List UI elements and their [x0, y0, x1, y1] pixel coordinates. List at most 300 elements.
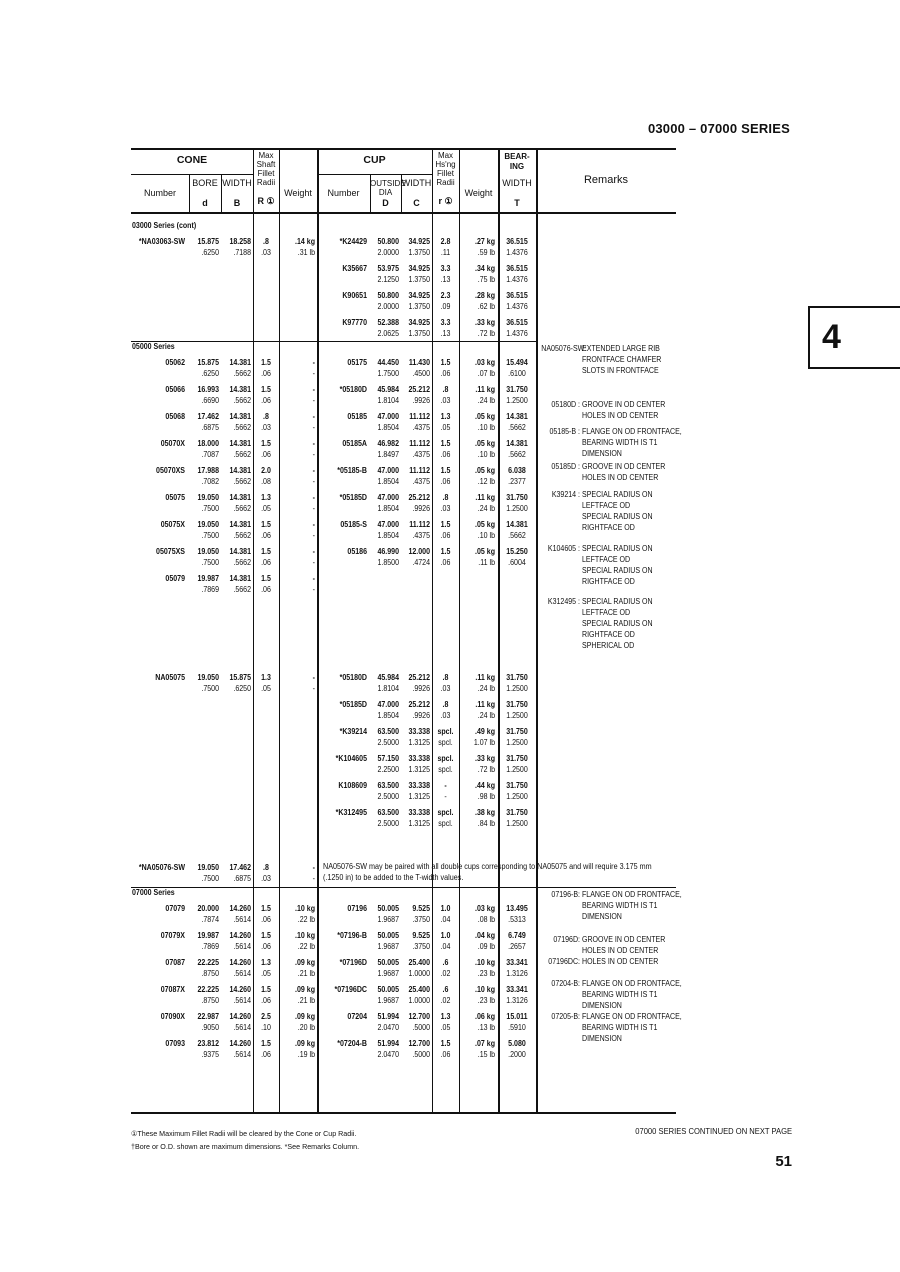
cone-number: 05066: [165, 385, 185, 394]
cone-width-in: .5662: [233, 531, 251, 540]
header-cup-width: WIDTH: [401, 178, 432, 188]
bearing-width-mm: 33.341: [506, 985, 528, 994]
cone-bore-mm: 15.875: [197, 237, 219, 246]
cone-weight-kg: .09 kg: [295, 958, 315, 967]
col-divider: [432, 148, 433, 1112]
cone-width-in: .5614: [233, 996, 251, 1005]
cup-number: 05186: [347, 547, 367, 556]
cup-weight-kg: .03 kg: [475, 904, 495, 913]
cup-weight-lb: .23 lb: [477, 996, 495, 1005]
cup-width-in: 1.3125: [408, 819, 430, 828]
cup-fillet-in: .04: [440, 915, 451, 924]
na05076-note-line-2: (.1250 in) to be added to the T-width values.: [323, 873, 464, 882]
cone-fillet-in: .06: [261, 942, 271, 951]
cone-width-mm: 14.381: [229, 385, 251, 394]
cup-width-mm: 33.338: [408, 727, 430, 736]
remark-text: HOLES IN OD CENTER: [582, 473, 659, 482]
cone-fillet-in: .10: [261, 1023, 271, 1032]
remark-text: LEFTFACE OD: [582, 501, 631, 510]
cone-width-mm: 18.258: [229, 237, 251, 246]
cone-width-in: .5662: [233, 504, 251, 513]
cup-width-in: 1.3125: [408, 765, 430, 774]
cone-bore-in: .6690: [201, 396, 219, 405]
cup-od-mm: 50.800: [377, 237, 399, 246]
remark-text: SPECIAL RADIUS ON: [582, 544, 653, 553]
cone-number: 05075XS: [156, 547, 185, 556]
cone-width-mm: 14.381: [229, 547, 251, 556]
remark-text: SPECIAL RADIUS ON: [582, 619, 653, 628]
header-sym-T: T: [514, 198, 520, 208]
cone-weight-kg: .09 kg: [295, 1039, 315, 1048]
cup-number: *05180D: [339, 385, 367, 394]
cup-fillet-mm: -: [444, 781, 447, 790]
bearing-width-in: .5662: [508, 423, 526, 432]
remark-key: 07196-B:: [551, 890, 580, 899]
cone-number: 05070XS: [156, 466, 185, 475]
cup-fillet-mm: 1.0: [440, 904, 451, 913]
remark-text: FLANGE ON OD FRONTFACE,: [582, 1012, 682, 1021]
cup-width-in: .4375: [412, 423, 430, 432]
section-label: 03000 Series (cont): [132, 221, 197, 230]
cone-fillet-mm: 1.5: [261, 385, 271, 394]
cup-weight-kg: .04 kg: [475, 931, 495, 940]
cone-bore-mm: 19.987: [197, 574, 219, 583]
bearing-width-mm: 5.080: [508, 1039, 526, 1048]
cone-bore-in: .7087: [201, 450, 219, 459]
cone-fillet-mm: 1.5: [261, 904, 271, 913]
cone-fillet-in: .03: [261, 874, 271, 883]
cone-weight-lb: -: [312, 450, 315, 459]
cup-fillet-in: .06: [440, 450, 451, 459]
cup-fillet-mm: 3.3: [440, 264, 451, 273]
cone-weight-kg: -: [312, 520, 315, 529]
cup-weight-lb: .09 lb: [477, 942, 495, 951]
cup-weight-kg: .10 kg: [475, 958, 495, 967]
cone-weight-lb: -: [312, 504, 315, 513]
cup-fillet-mm: spcl.: [437, 808, 454, 817]
cup-number: K90651: [342, 291, 367, 300]
cup-fillet-in: .06: [440, 477, 451, 486]
remark-text: BEARING WIDTH IS T1: [582, 1023, 658, 1032]
cup-weight-lb: 1.07 lb: [473, 738, 495, 747]
bearing-width-in: .2377: [508, 477, 526, 486]
cone-fillet-mm: 1.5: [261, 547, 271, 556]
cup-fillet-mm: 3.3: [440, 318, 451, 327]
cup-number: *05185-B: [337, 466, 367, 475]
bearing-width-in: .2657: [508, 942, 526, 951]
cup-weight-kg: .28 kg: [475, 291, 495, 300]
cone-bore-in: .8750: [201, 969, 219, 978]
cup-fillet-in: .05: [440, 1023, 451, 1032]
cup-od-mm: 50.005: [377, 931, 399, 940]
col-divider: [253, 148, 254, 1112]
bearing-width-mm: 31.750: [506, 700, 528, 709]
cup-number: *07196D: [339, 958, 367, 967]
cone-fillet-mm: 1.3: [261, 493, 271, 502]
remark-key: 05185-B :: [549, 427, 580, 436]
cone-number: 05070X: [160, 439, 185, 448]
cup-width-mm: 25.212: [408, 673, 430, 682]
cone-bore-mm: 17.462: [197, 412, 219, 421]
cup-weight-lb: .84 lb: [477, 819, 495, 828]
cone-bore-mm: 18.000: [197, 439, 219, 448]
bearing-width-mm: 13.495: [506, 904, 528, 913]
cone-fillet-mm: 1.3: [261, 958, 271, 967]
cup-width-in: .4375: [412, 477, 430, 486]
remark-text: RIGHTFACE OD: [582, 577, 635, 586]
cup-weight-lb: .59 lb: [477, 248, 495, 257]
cone-width-in: .5662: [233, 423, 251, 432]
remarks-05000: [536, 343, 686, 673]
bearing-width-in: 1.4376: [506, 248, 528, 257]
cup-weight-lb: .08 lb: [477, 915, 495, 924]
cup-number: *05180D: [339, 673, 367, 682]
cup-width-mm: 9.525: [412, 931, 430, 940]
cup-od-in: 2.0000: [377, 302, 399, 311]
cone-weight-lb: -: [312, 874, 315, 883]
cone-weight-lb: -: [312, 477, 315, 486]
cup-number: 07204: [347, 1012, 367, 1021]
remark-text: GROOVE IN OD CENTER: [582, 935, 666, 944]
header-sym-r: r ①: [438, 196, 453, 206]
cone-weight-kg: -: [312, 863, 315, 872]
cup-fillet-in: .03: [440, 396, 451, 405]
cone-width-mm: 17.462: [229, 863, 251, 872]
cone-weight-kg: -: [312, 358, 315, 367]
cup-width-mm: 25.212: [408, 700, 430, 709]
cup-width-mm: 34.925: [408, 291, 430, 300]
remark-text: FLANGE ON OD FRONTFACE,: [582, 427, 682, 436]
cup-weight-lb: .75 lb: [477, 275, 495, 284]
cone-weight-lb: .20 lb: [297, 1023, 315, 1032]
cone-bore-mm: 23.812: [197, 1039, 219, 1048]
cup-fillet-mm: spcl.: [437, 727, 454, 736]
cone-number: 05075X: [160, 520, 185, 529]
cone-fillet-mm: 1.3: [261, 673, 271, 682]
cone-width-in: .5662: [233, 450, 251, 459]
cup-width-in: .5000: [412, 1023, 430, 1032]
cup-width-in: .9926: [412, 504, 430, 513]
cup-od-mm: 46.990: [377, 547, 399, 556]
cup-number: *05185D: [339, 493, 367, 502]
cone-fillet-in: .06: [261, 531, 271, 540]
cup-fillet-mm: 1.5: [440, 547, 451, 556]
footnote-2: †Bore or O.D. shown are maximum dimensions. *See Remarks Column.: [131, 1142, 360, 1151]
cone-bore-mm: 22.225: [197, 985, 219, 994]
cone-bore-mm: 22.987: [197, 1012, 219, 1021]
cup-fillet-in: .02: [440, 969, 451, 978]
cup-width-mm: 12.000: [408, 547, 430, 556]
cone-bore-in: .7874: [201, 915, 219, 924]
bearing-width-mm: 31.750: [506, 781, 528, 790]
cup-weight-kg: .05 kg: [475, 520, 495, 529]
cup-od-mm: 50.005: [377, 985, 399, 994]
cone-fillet-in: .03: [261, 423, 271, 432]
cone-fillet-in: .05: [261, 684, 271, 693]
footnote-1: ①These Maximum Fillet Radii will be cleared by the Cone or Cup Radii.: [131, 1129, 357, 1138]
cup-width-in: .9926: [412, 684, 430, 693]
cone-bore-in: .8750: [201, 996, 219, 1005]
cup-od-mm: 52.388: [377, 318, 399, 327]
cone-width-in: .5614: [233, 915, 251, 924]
remark-text: SPHERICAL OD: [582, 641, 635, 650]
cone-fillet-mm: 1.5: [261, 520, 271, 529]
cup-weight-kg: .11 kg: [475, 493, 495, 502]
cone-width-in: .5614: [233, 1050, 251, 1059]
cone-weight-kg: -: [312, 673, 315, 682]
cup-width-mm: 25.212: [408, 385, 430, 394]
cone-width-mm: 14.260: [229, 931, 251, 940]
cup-weight-kg: .49 kg: [475, 727, 495, 736]
bearing-width-in: 1.2500: [506, 684, 528, 693]
remark-text: BEARING WIDTH IS T1: [582, 901, 658, 910]
cone-weight-kg: .09 kg: [295, 985, 315, 994]
header-cone-weight: Weight: [284, 188, 312, 198]
cup-weight-lb: .24 lb: [477, 711, 495, 720]
cone-weight-lb: .21 lb: [297, 996, 315, 1005]
cup-weight-kg: .34 kg: [475, 264, 495, 273]
cone-weight-lb: .21 lb: [297, 969, 315, 978]
cone-number: 07093: [165, 1039, 185, 1048]
cup-width-in: 1.3750: [408, 329, 430, 338]
cup-od-in: 1.8504: [377, 531, 399, 540]
section-rule: [131, 341, 536, 342]
bearing-width-in: 1.2500: [506, 738, 528, 747]
bearing-width-mm: 31.750: [506, 673, 528, 682]
remark-text: FLANGE ON OD FRONTFACE,: [582, 979, 682, 988]
cup-number: K97770: [342, 318, 367, 327]
bearing-width-mm: 36.515: [506, 291, 528, 300]
bearing-width-in: 1.3126: [506, 969, 528, 978]
remark-text: HOLES IN OD CENTER: [582, 957, 659, 966]
remark-key: 07204-B:: [551, 979, 580, 988]
header-sym-D: D: [382, 198, 389, 208]
bearing-width-in: 1.2500: [506, 396, 528, 405]
cup-weight-kg: .11 kg: [475, 700, 495, 709]
cup-weight-kg: .11 kg: [475, 673, 495, 682]
cup-weight-lb: .72 lb: [477, 765, 495, 774]
cone-bore-in: .7082: [201, 477, 219, 486]
cone-fillet-in: .06: [261, 369, 271, 378]
cone-fillet-mm: .8: [263, 412, 269, 421]
cup-width-mm: 11.430: [408, 358, 430, 367]
cone-weight-lb: -: [312, 423, 315, 432]
cone-width-mm: 14.260: [229, 1012, 251, 1021]
cone-width-mm: 14.260: [229, 958, 251, 967]
cup-fillet-mm: 1.0: [440, 931, 451, 940]
header-max-shaft: Max Shaft Fillet Radii: [256, 151, 276, 187]
cone-bore-in: .7500: [201, 504, 219, 513]
remark-text: GROOVE IN OD CENTER: [582, 400, 666, 409]
table-top-rule: [131, 148, 676, 150]
cup-fillet-mm: .6: [442, 958, 449, 967]
remark-text: DIMENSION: [582, 449, 622, 458]
cup-weight-kg: .33 kg: [475, 754, 495, 763]
cup-width-mm: 25.400: [408, 985, 430, 994]
cup-fillet-mm: .8: [442, 385, 449, 394]
cone-number: *NA05076-SW: [138, 863, 185, 872]
cone-weight-lb: .22 lb: [297, 915, 315, 924]
cup-od-in: 1.8500: [377, 558, 399, 567]
page-title: 03000 – 07000 SERIES: [647, 121, 790, 136]
cup-od-in: 1.9687: [377, 915, 399, 924]
cone-weight-kg: .10 kg: [295, 904, 315, 913]
cup-weight-lb: .24 lb: [477, 396, 495, 405]
cup-od-in: 1.8504: [377, 711, 399, 720]
cone-width-in: .5662: [233, 396, 251, 405]
col-divider: [459, 148, 460, 1112]
cup-width-in: 1.3125: [408, 738, 430, 747]
cone-fillet-mm: 1.5: [261, 358, 271, 367]
cup-number: K35667: [342, 264, 367, 273]
section-label: 05000 Series: [132, 342, 175, 351]
cup-od-in: 1.7500: [377, 369, 399, 378]
cup-fillet-mm: 2.3: [440, 291, 451, 300]
page-number: 51: [775, 1153, 792, 1170]
cup-od-mm: 63.500: [377, 727, 399, 736]
cup-od-mm: 47.000: [377, 520, 399, 529]
cup-width-in: 1.3750: [408, 275, 430, 284]
cup-number: *K312495: [335, 808, 367, 817]
cone-bore-mm: 15.875: [197, 358, 219, 367]
col-divider: [498, 148, 500, 1112]
cone-fillet-mm: 1.5: [261, 1039, 271, 1048]
cup-weight-lb: .24 lb: [477, 504, 495, 513]
cup-number: 05185A: [342, 439, 367, 448]
cup-od-in: 1.8497: [377, 450, 399, 459]
cup-od-in: 2.5000: [377, 738, 399, 747]
cup-width-mm: 12.700: [408, 1039, 430, 1048]
cup-od-in: 2.5000: [377, 819, 399, 828]
cone-number: 05062: [165, 358, 185, 367]
remark-text: EXTENDED LARGE RIB: [582, 344, 660, 353]
bearing-width-mm: 36.515: [506, 318, 528, 327]
bearing-width-in: 1.2500: [506, 765, 528, 774]
cone-number: 05075: [165, 493, 185, 502]
cone-fillet-in: .05: [261, 969, 271, 978]
remark-text: RIGHTFACE OD: [582, 523, 635, 532]
cup-fillet-in: spcl.: [438, 765, 453, 774]
cone-width-in: .6250: [233, 684, 251, 693]
cone-width-in: .5662: [233, 369, 251, 378]
cone-weight-kg: -: [312, 547, 315, 556]
header-bore: BORE: [192, 178, 218, 188]
cup-width-mm: 25.212: [408, 493, 430, 502]
cone-fillet-mm: .8: [263, 863, 269, 872]
bearing-width-in: 1.3126: [506, 996, 528, 1005]
bearing-width-in: .5662: [508, 450, 526, 459]
cone-number: 07079X: [160, 931, 185, 940]
cone-number: 05068: [165, 412, 185, 421]
cup-number: 05185-S: [340, 520, 367, 529]
cup-number: *07196-B: [337, 931, 367, 940]
cup-weight-lb: .62 lb: [477, 302, 495, 311]
cone-fillet-in: .06: [261, 996, 271, 1005]
col-divider: [317, 148, 319, 1112]
bearing-width-mm: 36.515: [506, 264, 528, 273]
continued-note: 07000 SERIES CONTINUED ON NEXT PAGE: [635, 1127, 792, 1136]
header-sym-R: R ①: [257, 196, 275, 206]
remark-text: SPECIAL RADIUS ON: [582, 566, 653, 575]
cone-number: 05079: [165, 574, 185, 583]
cone-bore-mm: 20.000: [197, 904, 219, 913]
cup-od-mm: 45.984: [377, 385, 399, 394]
header-cone-width: WIDTH: [222, 178, 252, 188]
remark-text: BEARING WIDTH IS T1: [582, 990, 658, 999]
remark-key: 05180D :: [551, 400, 580, 409]
header-cone: CONE: [176, 154, 208, 166]
cup-weight-lb: .07 lb: [477, 369, 495, 378]
bearing-width-in: 1.2500: [506, 504, 528, 513]
cone-bore-mm: 22.225: [197, 958, 219, 967]
bearing-width-mm: 14.381: [506, 412, 528, 421]
cone-weight-lb: -: [312, 585, 315, 594]
cup-od-mm: 46.982: [377, 439, 399, 448]
header-bottom-rule: [131, 212, 676, 214]
cup-od-in: 1.9687: [377, 969, 399, 978]
cone-number: NA05075: [155, 673, 185, 682]
cone-number: 07087X: [160, 985, 185, 994]
cup-number: *05185D: [339, 700, 367, 709]
bearing-width-in: 1.2500: [506, 711, 528, 720]
cone-width-in: .6875: [233, 874, 251, 883]
cup-od-mm: 51.994: [377, 1012, 399, 1021]
bearing-width-in: .6100: [508, 369, 526, 378]
cup-weight-lb: .24 lb: [477, 684, 495, 693]
bearing-width-mm: 33.341: [506, 958, 528, 967]
cup-fillet-in: .06: [440, 558, 451, 567]
cone-fillet-mm: .8: [263, 237, 269, 246]
header-sym-B: B: [233, 198, 241, 208]
section-tab: 4: [808, 306, 900, 369]
cup-od-mm: 63.500: [377, 781, 399, 790]
cup-fillet-in: .11: [440, 248, 451, 257]
remark-key: 07196DC:: [548, 957, 580, 966]
bearing-width-mm: 14.381: [506, 439, 528, 448]
cup-fillet-in: .03: [440, 684, 451, 693]
header-bearing-width: WIDTH: [502, 178, 532, 188]
header-outside-dia: OUTSIDE DIA: [370, 179, 406, 197]
cup-weight-kg: .33 kg: [475, 318, 495, 327]
cup-fillet-mm: .6: [442, 985, 449, 994]
cup-width-mm: 34.925: [408, 318, 430, 327]
remark-text: DIMENSION: [582, 912, 622, 921]
cup-fillet-mm: 1.5: [440, 466, 451, 475]
cone-weight-lb: -: [312, 531, 315, 540]
cone-width-mm: 14.381: [229, 574, 251, 583]
remark-text: HOLES IN OD CENTER: [582, 411, 659, 420]
cone-width-mm: 14.381: [229, 466, 251, 475]
cup-number: *K24429: [339, 237, 367, 246]
cup-od-in: 1.8504: [377, 423, 399, 432]
cup-fillet-mm: .8: [442, 493, 449, 502]
cone-fillet-in: .06: [261, 396, 271, 405]
cone-width-mm: 14.381: [229, 520, 251, 529]
cone-fillet-in: .08: [261, 477, 271, 486]
cup-number: *K104605: [335, 754, 367, 763]
bearing-width-mm: 15.494: [506, 358, 528, 367]
cup-number: 05175: [347, 358, 367, 367]
cup-od-mm: 57.150: [377, 754, 399, 763]
cup-fillet-mm: 1.5: [440, 1039, 451, 1048]
cup-od-in: 1.8504: [377, 504, 399, 513]
cone-bore-in: .7869: [201, 942, 219, 951]
bearing-width-mm: 14.381: [506, 520, 528, 529]
cone-width-in: .5662: [233, 477, 251, 486]
cup-width-in: .3750: [412, 942, 430, 951]
bearing-width-in: 1.4376: [506, 275, 528, 284]
cup-fillet-in: .13: [440, 275, 451, 284]
